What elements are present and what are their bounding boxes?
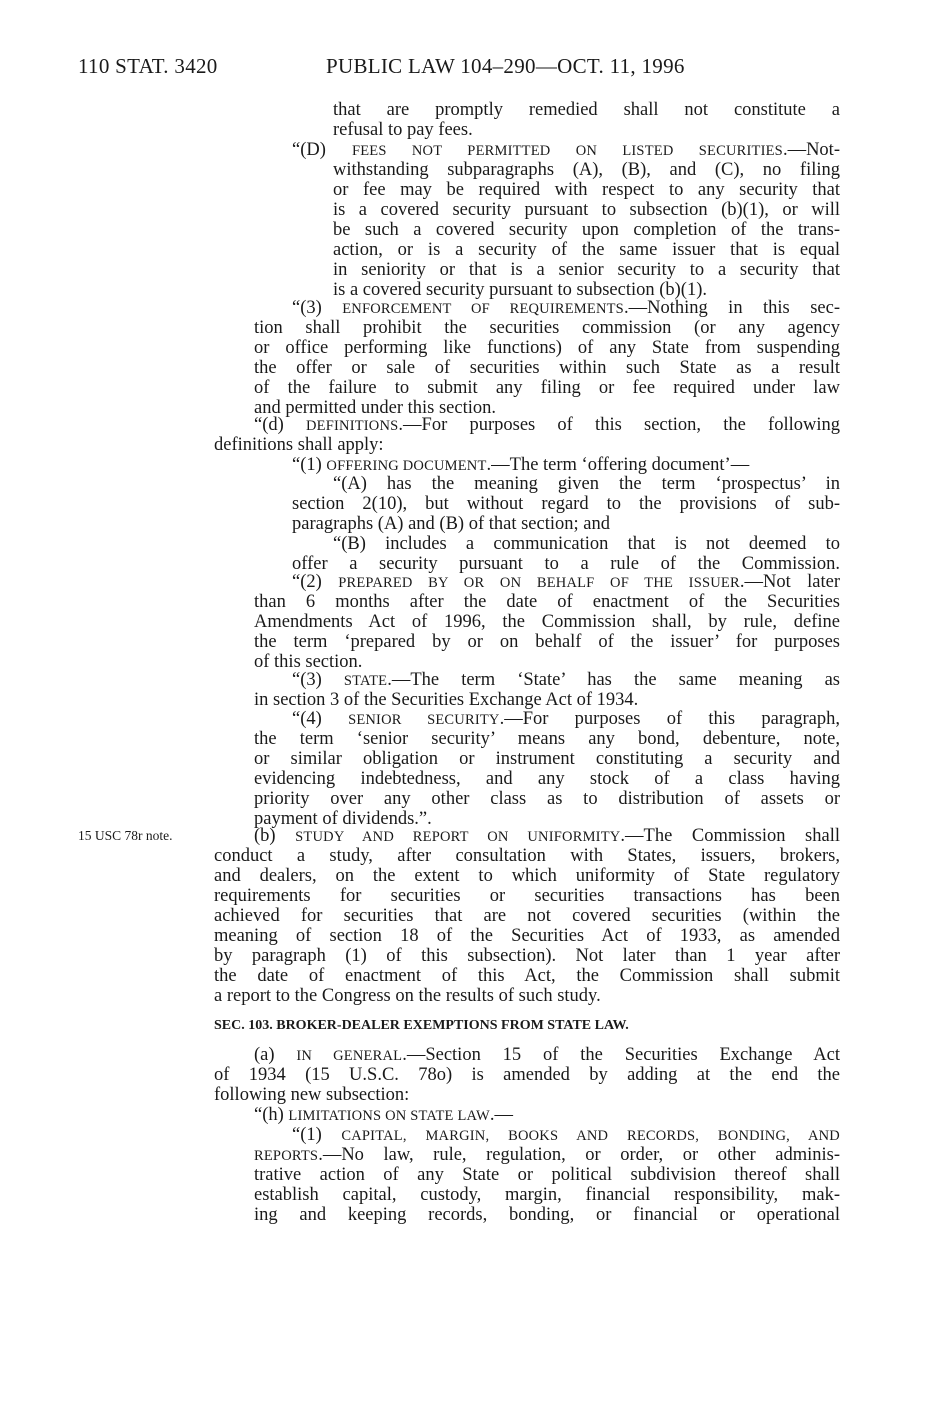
text-line <box>214 1085 409 1105</box>
text-line <box>214 846 840 866</box>
text-run: “(1) <box>292 1125 342 1145</box>
text-line <box>333 220 840 240</box>
small-caps-heading: SENIOR SECURITY <box>348 712 500 728</box>
text-line <box>254 826 840 847</box>
text-run: and dealers, on the extent to which uniformity of State regulatory <box>214 866 840 886</box>
text-run: trative action of any State or political subdivision thereof shall <box>254 1165 840 1185</box>
text-run: or similar obligation or instrument constituting a security and <box>254 749 840 769</box>
small-caps-heading: PREPARED BY OR ON BEHALF OF THE ISSUER <box>338 575 740 591</box>
text-run: meaning of section 18 of the Securities Act of 1933, as amended <box>214 926 840 946</box>
text-line <box>254 1145 840 1166</box>
text-run: offer a security pursuant to a rule of the Commission. <box>292 554 840 574</box>
text-run: of the failure to submit any filing or fee required under law <box>254 378 840 398</box>
text-line <box>333 280 707 300</box>
text-line <box>254 789 840 809</box>
text-run: that are promptly remedied shall not constitute a <box>333 100 840 120</box>
text-run: the term ‘senior security’ means any bond, debenture, note, <box>254 729 840 749</box>
text-run: .—Not later <box>739 572 840 592</box>
small-caps-heading: FEES NOT PERMITTED ON LISTED SECURITIES <box>351 143 783 159</box>
text-line <box>292 554 840 574</box>
text-line <box>254 358 840 378</box>
text-line <box>214 1065 840 1085</box>
text-run: SEC. 103. BROKER-DEALER EXEMPTIONS FROM STATE LAW. <box>214 1018 629 1033</box>
text-line <box>214 866 840 886</box>
text-run: “(B) includes a communication that is not deemed to <box>333 534 840 554</box>
text-run: requirements for securities or securities transactions has been <box>214 886 840 906</box>
text-run: or fee may be required with respect to any security that <box>333 180 840 200</box>
text-line <box>254 690 638 710</box>
text-run: or office performing like functions) of any State from suspending <box>254 338 840 358</box>
text-line <box>254 1045 840 1066</box>
text-run: .—For purposes of this paragraph, <box>499 709 840 729</box>
text-run: paragraphs (A) and (B) of that section; and <box>292 514 610 534</box>
text-run: a report to the Congress on the results of such study. <box>214 986 601 1006</box>
text-run: “(2) <box>292 572 339 592</box>
text-run: “(h) <box>254 1105 289 1125</box>
text-line <box>292 1125 840 1146</box>
text-run: establish capital, custody, margin, financial responsibility, mak- <box>254 1185 840 1205</box>
text-line <box>333 474 840 494</box>
text-line <box>333 180 840 200</box>
text-line <box>292 709 840 730</box>
text-line <box>214 435 384 455</box>
text-run: .—Nothing in this sec- <box>623 298 840 318</box>
text-line <box>214 926 840 946</box>
text-line <box>254 592 840 612</box>
text-run: the term ‘prepared by or on behalf of the issuer’ for purposes <box>254 632 840 652</box>
text-line <box>254 729 840 749</box>
margin-citation-note: 15 USC 78r note. <box>78 828 173 843</box>
text-line <box>214 966 840 986</box>
text-run: conduct a study, after consultation with States, issuers, brokers, <box>214 846 840 866</box>
text-line <box>254 1165 840 1185</box>
text-run: .— <box>489 1105 514 1125</box>
text-line <box>333 534 840 554</box>
text-run: .—The term ‘State’ has the same meaning as <box>387 670 840 690</box>
text-run: evidencing indebtedness, and any stock of a class having <box>254 769 840 789</box>
text-run: section 2(10), but without regard to the provisions of sub- <box>292 494 840 514</box>
text-line <box>214 986 601 1006</box>
text-line <box>254 318 840 338</box>
text-line <box>333 100 840 120</box>
text-run: .—Section 15 of the Securities Exchange Act <box>402 1045 840 1065</box>
small-caps-heading: REPORTS <box>254 1148 319 1164</box>
text-line <box>254 415 840 436</box>
text-run: ing and keeping records, bonding, or financial or operational <box>254 1205 840 1225</box>
text-line <box>292 140 840 161</box>
text-run: priority over any other class as to distribution of assets or <box>254 789 840 809</box>
text-run: the date of enactment of this Act, the Commission shall submit <box>214 966 840 986</box>
text-run: following new subsection: <box>214 1085 410 1105</box>
text-run: refusal to pay fees. <box>333 120 473 140</box>
text-line <box>254 612 840 632</box>
text-line <box>214 906 840 926</box>
small-caps-heading: LIMITATIONS ON STATE LAW <box>288 1108 490 1124</box>
text-run: than 6 months after the date of enactment of the Securities <box>254 592 840 612</box>
text-run: “(d) <box>254 415 306 435</box>
small-caps-heading: DEFINITIONS <box>306 418 399 434</box>
text-run: Amendments Act of 1996, the Commission shall, by rule, define <box>254 612 840 632</box>
text-run: by paragraph (1) of this subsection). Not later than 1 year after <box>214 946 840 966</box>
text-run: payment of dividends.”. <box>254 809 432 829</box>
text-line <box>214 886 840 906</box>
small-caps-heading: STATE <box>343 673 388 689</box>
text-run: “(4) <box>292 709 349 729</box>
text-line <box>333 240 840 260</box>
text-line <box>333 120 473 140</box>
text-run: “(D) <box>292 140 352 160</box>
text-run: definitions shall apply: <box>214 435 384 455</box>
law-title-date: PUBLIC LAW 104–290—OCT. 11, 1996 <box>326 54 685 78</box>
text-run: (b) <box>254 826 296 846</box>
text-line <box>254 1185 840 1205</box>
text-line <box>254 749 840 769</box>
small-caps-heading: ENFORCEMENT OF REQUIREMENTS <box>342 301 624 317</box>
text-line <box>333 200 840 220</box>
text-run: is a covered security pursuant to subsection (b)(1). <box>333 280 708 300</box>
text-run: in section 3 of the Securities Exchange Act of 1934. <box>254 690 639 710</box>
text-run: of this section. <box>254 652 363 672</box>
section-heading <box>214 1016 629 1036</box>
text-line <box>254 1205 840 1225</box>
text-line <box>292 670 840 691</box>
text-run: .—The Commission shall <box>620 826 840 846</box>
text-run: withstanding subparagraphs (A), (B), and (C), no filing <box>333 160 840 180</box>
text-run: .—The term ‘offering document’— <box>486 455 750 475</box>
text-line <box>254 769 840 789</box>
text-line <box>333 160 840 180</box>
text-run: .—Not- <box>782 140 840 160</box>
text-run: “(3) <box>292 670 344 690</box>
text-line <box>292 455 749 476</box>
text-line <box>254 1105 513 1126</box>
text-line <box>292 298 840 319</box>
text-run: .—For purposes of this section, the following <box>398 415 840 435</box>
text-run: be such a covered security upon completion of the trans- <box>333 220 840 240</box>
text-line <box>254 378 840 398</box>
text-run: in seniority or that is a senior security to a security that <box>333 260 840 280</box>
text-run: (a) <box>254 1045 297 1065</box>
text-run: “(3) <box>292 298 343 318</box>
text-line <box>292 572 840 593</box>
small-caps-heading: OFFERING DOCUMENT <box>326 458 487 474</box>
text-run: “(1) <box>292 455 327 475</box>
page-citation: 110 STAT. 3420 <box>78 54 218 78</box>
text-run: and permitted under this section. <box>254 398 496 418</box>
text-run: the offer or sale of securities within such State as a result <box>254 358 840 378</box>
text-run: “(A) has the meaning given the term ‘prospectus’ in <box>333 474 840 494</box>
text-run: of 1934 (15 U.S.C. 78o) is amended by adding at the end the <box>214 1065 840 1085</box>
text-run: tion shall prohibit the securities commission (or any agency <box>254 318 840 338</box>
text-line <box>292 514 610 534</box>
text-run: .—No law, rule, regulation, or order, or other adminis- <box>318 1145 840 1165</box>
text-run: is a covered security pursuant to subsection (b)(1), or will <box>333 200 840 220</box>
text-line <box>254 632 840 652</box>
small-caps-heading: IN GENERAL <box>296 1048 403 1064</box>
text-line <box>254 652 362 672</box>
text-run: action, or is a security of the same issuer that is equal <box>333 240 840 260</box>
text-run: achieved for securities that are not covered securities (within the <box>214 906 840 926</box>
text-line <box>254 338 840 358</box>
text-line <box>292 494 840 514</box>
text-line <box>333 260 840 280</box>
small-caps-heading: CAPITAL, MARGIN, BOOKS AND RECORDS, BONDING, AND <box>341 1128 840 1144</box>
text-line <box>214 946 840 966</box>
small-caps-heading: STUDY AND REPORT ON UNIFORMITY <box>295 829 621 845</box>
